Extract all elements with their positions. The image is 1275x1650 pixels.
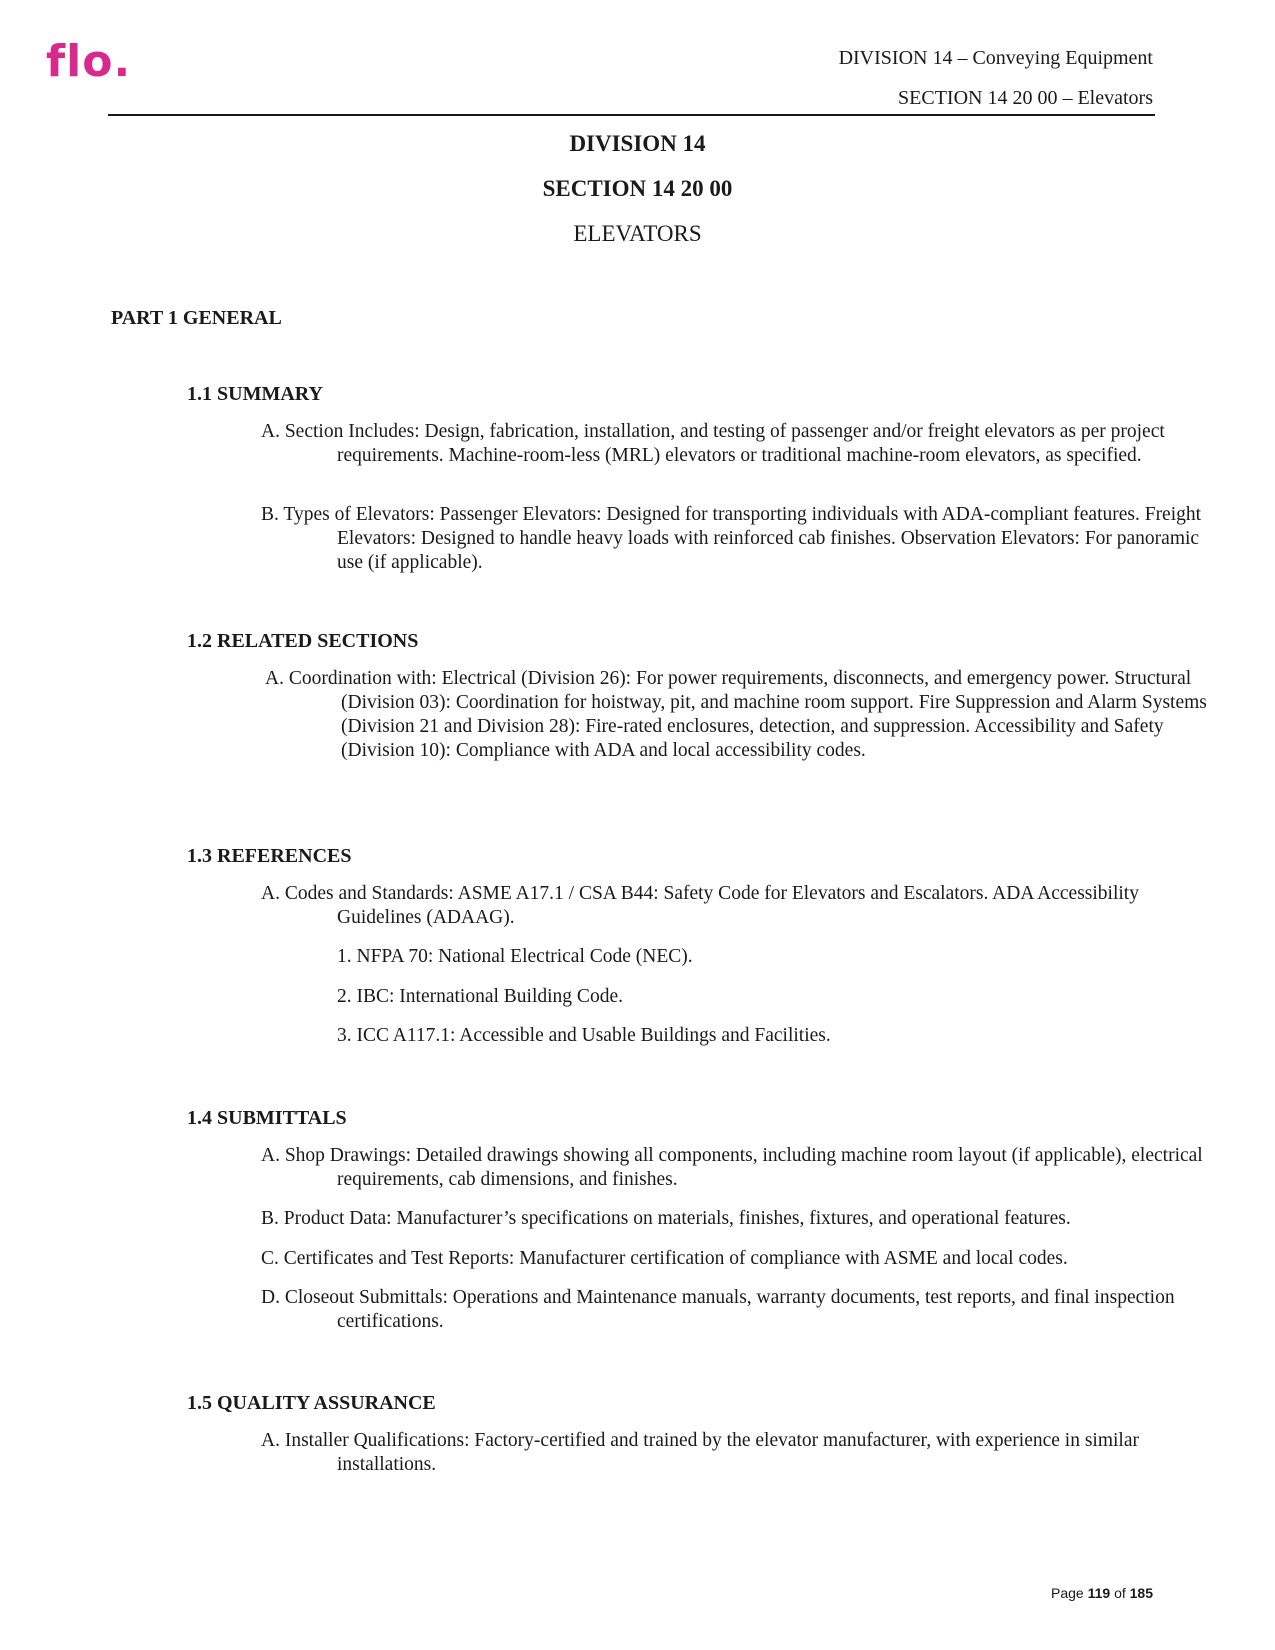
section-heading-related: 1.2 RELATED SECTIONS: [187, 630, 419, 652]
qa-item-a: A. Installer Qualifications: Factory-certified and trained by the elevator manufacturer, with experience in similar installations.: [261, 1430, 1139, 1475]
section-heading-qa: 1.5 QUALITY ASSURANCE: [187, 1392, 436, 1414]
doc-section-name: ELEVATORS: [573, 221, 702, 246]
page-label: Page: [1050, 1585, 1084, 1601]
page-of-label: of: [1114, 1585, 1126, 1601]
page-total: 185: [1129, 1585, 1153, 1601]
doc-division-title: DIVISION 14: [569, 131, 706, 156]
submittals-item-b: B. Product Data: Manufacturer’s specifications on materials, finishes, fixtures, and operational features.: [261, 1208, 1071, 1229]
doc-section-title: SECTION 14 20 00: [542, 176, 733, 201]
header-section: SECTION 14 20 00 – Elevators: [898, 87, 1153, 109]
section-heading-references: 1.3 REFERENCES: [187, 845, 352, 867]
flo-logo: flo.: [46, 36, 132, 87]
header-divider: [108, 114, 1155, 116]
section-heading-submittals: 1.4 SUBMITTALS: [187, 1107, 347, 1129]
submittals-item-a: A. Shop Drawings: Detailed drawings showing all components, including machine room layout (if applicable), electrical requirements, cab dimensions, and finishes.: [261, 1145, 1203, 1190]
references-subitem-1: 1. NFPA 70: National Electrical Code (NEC).: [337, 946, 693, 967]
part-heading: PART 1 GENERAL: [111, 307, 282, 329]
submittals-item-d: D. Closeout Submittals: Operations and Maintenance manuals, warranty documents, test reports, and final inspection certifications.: [261, 1287, 1175, 1332]
page-current: 119: [1087, 1585, 1111, 1601]
header-division: DIVISION 14 – Conveying Equipment: [838, 47, 1153, 69]
references-subitem-2: 2. IBC: International Building Code.: [337, 986, 623, 1007]
related-item-a: A. Coordination with: Electrical (Division 26): For power requirements, disconnects, and emergency power. Structural (Division 03): Coordination for hoistway, pit, and machine room support. Fire Suppression and Alarm Systems (Division 21 and Division 28): Fire-rated enclosures, detection, and suppression. Accessibility and Safety (Division 10): Compliance with ADA and local accessibility codes.: [265, 668, 1207, 761]
summary-item-b: B. Types of Elevators: Passenger Elevators: Designed for transporting individuals with ADA-compliant features. Freight Elevators: Designed to handle heavy loads with reinforced cab finishes. Observation Elevators: For panoramic use (if applicable).: [261, 504, 1202, 573]
summary-item-a: A. Section Includes: Design, fabrication, installation, and testing of passenger and/or freight elevators as per project requirements. Machine-room-less (MRL) elevators or traditional machine-room elevators, as specified.: [261, 421, 1165, 466]
submittals-item-c: C. Certificates and Test Reports: Manufacturer certification of compliance with ASME and local codes.: [261, 1248, 1068, 1269]
references-item-a: A. Codes and Standards: ASME A17.1 / CSA B44: Safety Code for Elevators and Escalators. ADA Accessibility Guidelines (ADAAG).: [261, 883, 1139, 928]
section-heading-summary: 1.1 SUMMARY: [187, 383, 323, 405]
references-subitem-3: 3. ICC A117.1: Accessible and Usable Buildings and Facilities.: [337, 1025, 831, 1046]
page-number: [1051, 1586, 1153, 1600]
